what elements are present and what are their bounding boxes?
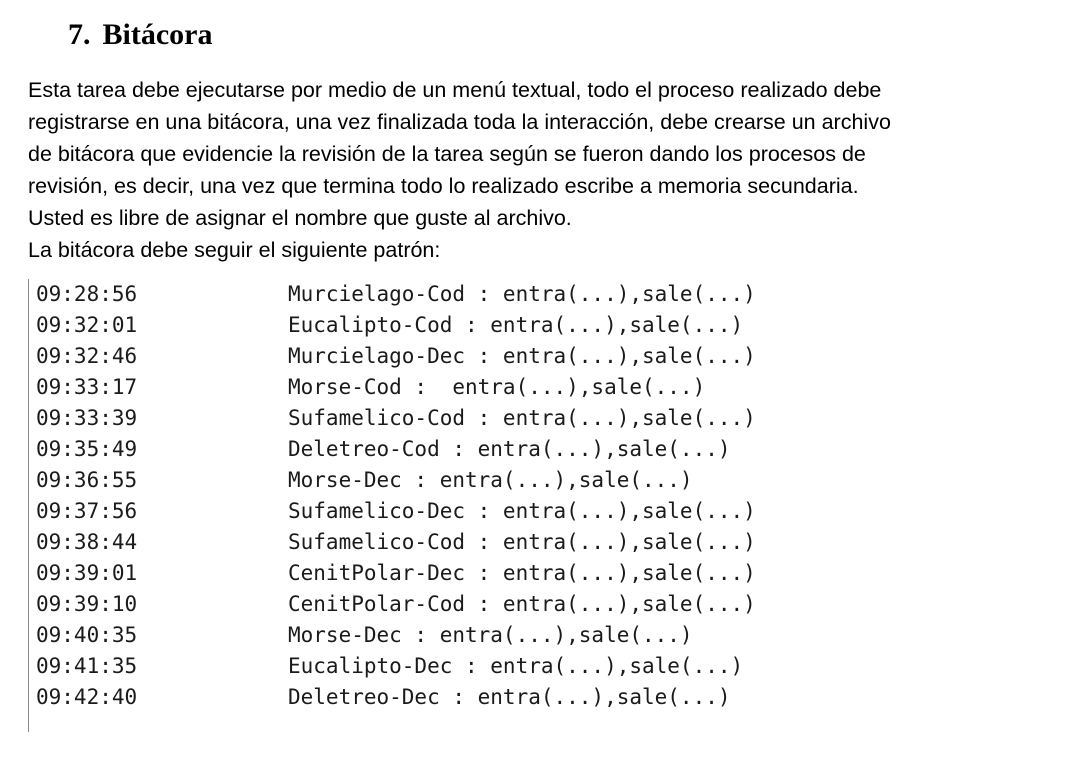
log-time: 09:39:10	[36, 592, 138, 616]
log-time: 09:40:35	[36, 623, 138, 647]
log-entry: Deletreo-Dec : entra(...),sale(...)	[288, 685, 731, 709]
log-entry: Morse-Cod : entra(...),sale(...)	[288, 375, 706, 399]
log-row	[29, 372, 909, 403]
log-row	[29, 589, 909, 620]
log-time: 09:33:17	[36, 375, 138, 399]
paragraph-line: de bitácora que evidencie la revisión de la tarea según se fueron dando los procesos de	[28, 142, 866, 166]
log-row	[29, 279, 909, 310]
log-entry: Eucalipto-Cod : entra(...),sale(...)	[288, 313, 744, 337]
log-time: 09:36:55	[36, 468, 138, 492]
paragraph-line: Esta tarea debe ejecutarse por medio de un menú textual, todo el proceso realizado debe	[28, 78, 882, 102]
paragraph-line: Usted es libre de asignar el nombre que guste al archivo.	[28, 206, 572, 230]
log-entry: Morse-Dec : entra(...),sale(...)	[288, 623, 693, 647]
log-row	[29, 465, 909, 496]
log-time: 09:38:44	[36, 530, 138, 554]
log-entry: Deletreo-Cod : entra(...),sale(...)	[288, 437, 731, 461]
section-number: 7.	[68, 18, 91, 51]
log-entry: Morse-Dec : entra(...),sale(...)	[288, 468, 693, 492]
log-row	[29, 558, 909, 589]
log-time: 09:37:56	[36, 499, 138, 523]
paragraph-line: registrarse en una bitácora, una vez finalizada toda la interacción, debe crearse un archivo	[28, 110, 891, 134]
log-row	[29, 341, 909, 372]
section-heading	[68, 18, 212, 52]
log-row	[29, 310, 909, 341]
section-title: Bitácora	[102, 18, 213, 51]
log-entry: Murcielago-Dec : entra(...),sale(...)	[288, 344, 756, 368]
log-entry: Sufamelico-Cod : entra(...),sale(...)	[288, 406, 756, 430]
log-time: 09:33:39	[36, 406, 138, 430]
log-time: 09:32:01	[36, 313, 138, 337]
log-row	[29, 403, 909, 434]
paragraph-line: La bitácora debe seguir el siguiente patrón:	[28, 238, 441, 262]
log-entry: Murcielago-Cod : entra(...),sale(...)	[288, 282, 756, 306]
log-entry: Sufamelico-Dec : entra(...),sale(...)	[288, 499, 756, 523]
log-row	[29, 651, 909, 682]
paragraph-line: revisión, es decir, una vez que termina todo lo realizado escribe a memoria secundaria.	[28, 174, 859, 198]
log-row	[29, 620, 909, 651]
log-time: 09:28:56	[36, 282, 138, 306]
log-row	[29, 496, 909, 527]
log-row	[29, 527, 909, 558]
log-entry: CenitPolar-Cod : entra(...),sale(...)	[288, 592, 756, 616]
log-pattern-block	[28, 279, 909, 732]
log-time: 09:32:46	[36, 344, 138, 368]
log-time: 09:41:35	[36, 654, 138, 678]
log-time: 09:35:49	[36, 437, 138, 461]
log-time: 09:39:01	[36, 561, 138, 585]
description-paragraph	[28, 74, 1073, 266]
log-row	[29, 434, 909, 465]
log-entry: Eucalipto-Dec : entra(...),sale(...)	[288, 654, 744, 678]
log-time: 09:42:40	[36, 685, 138, 709]
log-row	[29, 682, 909, 713]
log-entry: CenitPolar-Dec : entra(...),sale(...)	[288, 561, 756, 585]
log-entry: Sufamelico-Cod : entra(...),sale(...)	[288, 530, 756, 554]
